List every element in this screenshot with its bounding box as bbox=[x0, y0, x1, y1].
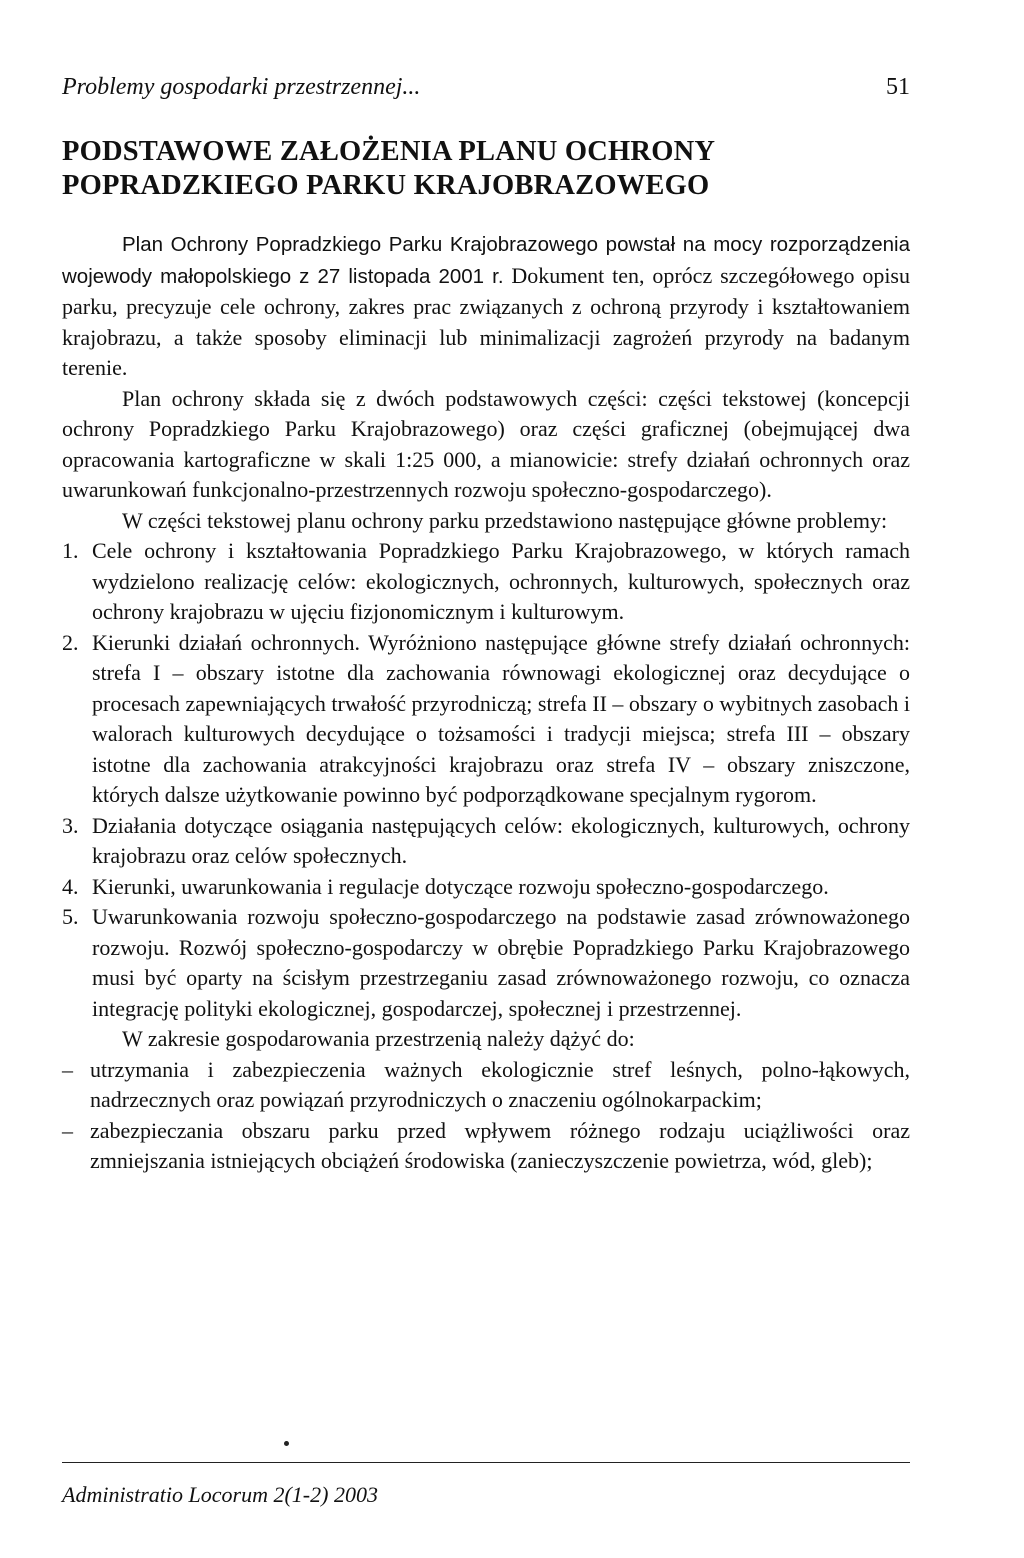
page-number: 51 bbox=[886, 74, 910, 100]
dash-marker: – bbox=[62, 1117, 73, 1143]
numbered-item-3 bbox=[62, 811, 910, 872]
item-text: Cele ochrony i kształtowania Popradzkiego Parku Krajobrazowego, w których ramach wydzielono realizację celów: ekologicznych, ochronnych, kulturowych, społecznych oraz ochrony krajobrazu w ujęciu fizjonomicznym i kulturowym. bbox=[92, 538, 910, 624]
item-number: 1. bbox=[62, 538, 79, 563]
dash-item-text: utrzymania i zabezpieczenia ważnych ekologicznie stref leśnych, polno-łąkowych, nadrzecznych oraz powiązań przyrodniczych o znaczeniu ogólnokarpackim; bbox=[90, 1056, 910, 1112]
dash-item-1 bbox=[62, 1055, 910, 1116]
item-number: 2. bbox=[62, 629, 79, 655]
item-number: 4. bbox=[62, 873, 79, 899]
item-number: 5. bbox=[62, 904, 79, 929]
footer-journal: Administratio Locorum 2(1-2) 2003 bbox=[62, 1482, 378, 1507]
numbered-item-4 bbox=[62, 872, 910, 903]
page-header bbox=[62, 74, 910, 108]
title-line-1: PODSTAWOWE ZAŁOŻENIA PLANU OCHRONY bbox=[62, 136, 716, 167]
paragraph-2: Plan ochrony składa się z dwóch podstawowych części: części tekstowej (koncepcji ochrony Popradzkiego Parku Krajobrazowego) oraz części graficznej (obejmującej dwa opracowania kartograficzne w skali 1:25 000, a mianowicie: strefy działań ochronnych oraz uwarunkowań funkcjonalno-przestrzennych rozwoju społeczno-gospodarczego). bbox=[62, 385, 910, 502]
numbered-item-5 bbox=[62, 902, 910, 1024]
numbered-item-1 bbox=[62, 536, 910, 628]
paragraph-1-lead: Plan Ochrony Popradzkiego Parku Krajobrazowego powstał na mocy rozporządzenia wojewody małopolskiego z 27 listopada 2001 r. bbox=[62, 233, 910, 288]
body-text bbox=[62, 229, 910, 1177]
footer-divider bbox=[62, 1462, 910, 1463]
dash-item-2 bbox=[62, 1116, 910, 1177]
item-text: Kierunki, uwarunkowania i regulacje dotyczące rozwoju społeczno-gospodarczego. bbox=[92, 873, 829, 899]
running-title: Problemy gospodarki przestrzennej... bbox=[62, 74, 421, 100]
dash-item-text: zabezpieczania obszaru parku przed wpływem różnego rodzaju uciążliwości oraz zmniejszania istniejących obciążeń środowiska (zanieczyszczenie powietrza, wód, gleb); bbox=[90, 1117, 910, 1173]
numbered-item-2 bbox=[62, 628, 910, 811]
paragraph-4: W zakresie gospodarowania przestrzenią należy dążyć do: bbox=[122, 1026, 635, 1051]
item-number: 3. bbox=[62, 812, 79, 838]
item-text: Kierunki działań ochronnych. Wyróżniono następujące główne strefy działań ochronnych: strefa I – obszary istotne dla zachowania równowagi ekologicznej oraz decydujące o procesach zapewniających trwałość przyrodniczą; strefa II – obszary o wybitnych zasobach i walorach kulturowych decydujące o tożsamości i tradycji miejsca; strefa III – obszary istotne dla zachowania atrakcyjności krajobrazu oraz strefa IV – obszary zniszczone, których dalsze użytkowanie powinno być podporządkowane specjalnym rygorom. bbox=[92, 629, 910, 807]
paragraph-3: W części tekstowej planu ochrony parku przedstawiono następujące główne problemy: bbox=[122, 507, 888, 533]
dash-marker: – bbox=[62, 1056, 73, 1082]
paragraph-1-rest: Dokument ten, oprócz szczegółowego opisu parku, precyzuje cele ochrony, zakres prac związanych z ochroną przyrody i kształtowaniem krajobrazu, a także sposoby eliminacji lub minimalizacji zagrożeń przyrody na badanym terenie. bbox=[62, 262, 910, 380]
item-text: Działania dotyczące osiągania następujących celów: ekologicznych, kulturowych, ochrony krajobrazu oraz celów społecznych. bbox=[92, 812, 910, 868]
title-line-2: POPRADZKIEGO PARKU KRAJOBRAZOWEGO bbox=[62, 170, 710, 201]
section-title bbox=[62, 135, 912, 203]
item-text: Uwarunkowania rozwoju społeczno-gospodarczego na podstawie zasad zrównoważonego rozwoju. Rozwój społeczno-gospodarczy w obrębie Popradzkiego Parku Krajobrazowego musi być oparty na ścisłym przestrzeganiu zasad zrównoważonego rozwoju, co oznacza integrację polityki ekologicznej, gospodarczej, społecznej i przestrzennej. bbox=[92, 904, 910, 1021]
paragraph-1 bbox=[62, 229, 910, 384]
footer-dot bbox=[284, 1441, 289, 1446]
